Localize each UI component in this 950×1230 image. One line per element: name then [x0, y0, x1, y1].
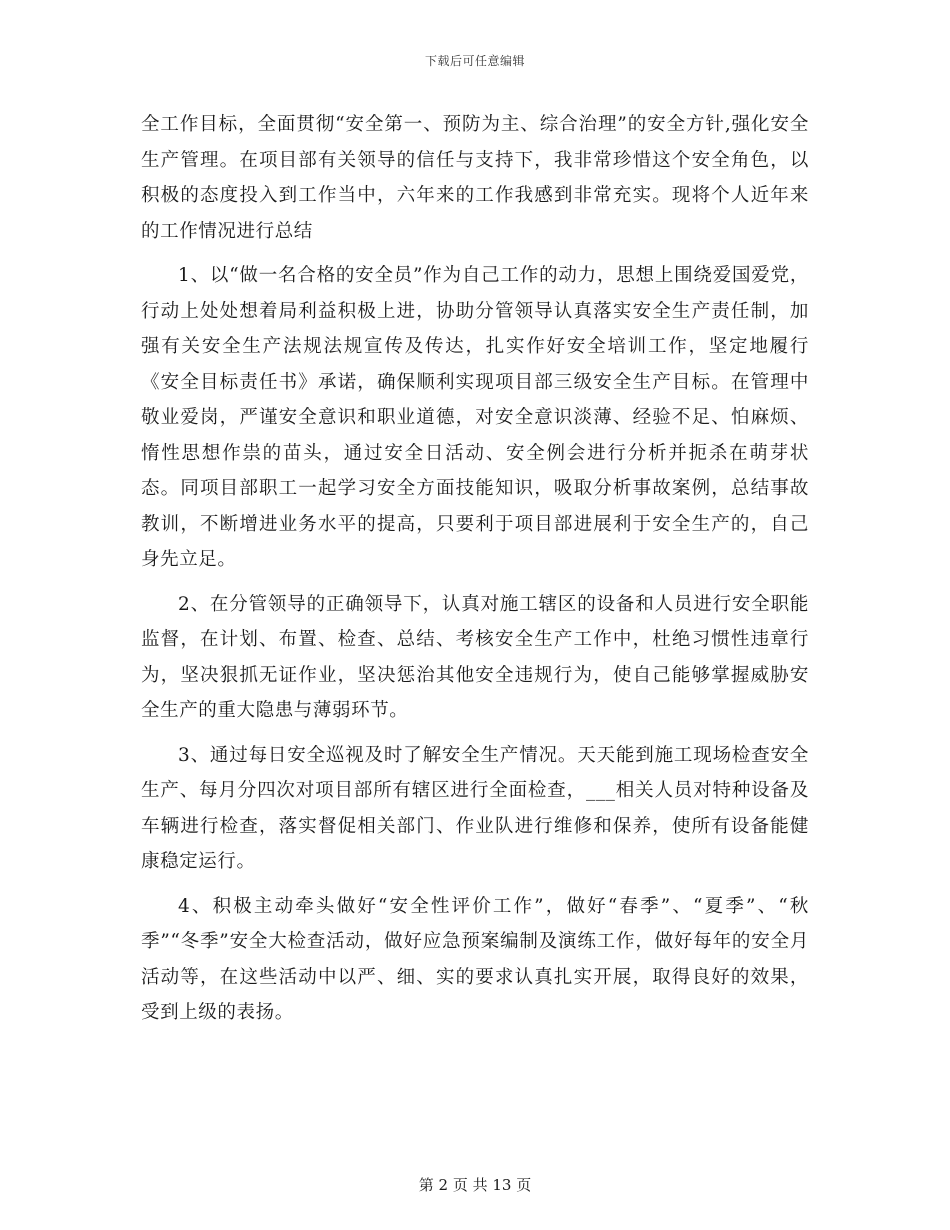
paragraph-item-2: 2、在分管领导的正确领导下，认真对施工辖区的设备和人员进行安全职能监督，在计划、布置、检查、总结、考核安全生产工作中，杜绝习惯性违章行为，坚决狠抓无证作业，坚决惩治其他安全违规行为，使自己能够掌握威胁安全生产的重大隐患与薄弱环节。 [141, 593, 809, 721]
paragraph-item-1: 1、以“做一名合格的安全员”作为自己工作的动力，思想上围绕爱国爱党，行动上处处想着局利益积极上进，协助分管领导认真落实安全生产责任制，加强有关安全生产法规法规宣传及传达，扎实作好安全培训工作，坚定地履行《安全目标责任书》承诺，确保顺利实现项目部三级安全生产目标。在管理中敬业爱岗，严谨安全意识和职业道德，对安全意识淡薄、经验不足、怕麻烦、惰性思想作祟的苗头，通过安全日活动、安全例会进行分析并扼杀在萌芽状态。同项目部职工一起学习安全方面技能知识，吸取分析事故案例，总结事故教训，不断增进业务水平的提高，只要利于项目部进展利于安全生产的，自己身先立足。 [141, 265, 809, 570]
page-header-note: 下载后可任意编辑 [424, 54, 525, 68]
page-number-footer: 第 2 页 共 13 页 [418, 1176, 532, 1194]
paragraph-item-3: 3、通过每日安全巡视及时了解安全生产情况。天天能到施工现场检查安全生产、每月分四次对项目部所有辖区进行全面检查，___相关人员对特种设备及车辆进行检查，落实督促相关部门、作业队进行维修和保养，使所有设备能健康稳定运行。 [141, 744, 809, 872]
document-body [141, 107, 809, 1040]
paragraph-item-4: 4、积极主动牵头做好“安全性评价工作”，做好“春季”、“夏季”、“秋季”“冬季”安全大检查活动，做好应急预案编制及演练工作，做好每年的安全月活动等，在这些活动中以严、细、实的要求认真扎实开展，取得良好的效果，受到上级的表扬。 [141, 895, 809, 1023]
paragraph-intro: 全工作目标，全面贯彻“安全第一、预防为主、综合治理”的安全方针,强化安全生产管理。在项目部有关领导的信任与支持下，我非常珍惜这个安全角色，以积极的态度投入到工作当中，六年来的工作我感到非常充实。现将个人近年来的工作情况进行总结 [141, 114, 809, 242]
